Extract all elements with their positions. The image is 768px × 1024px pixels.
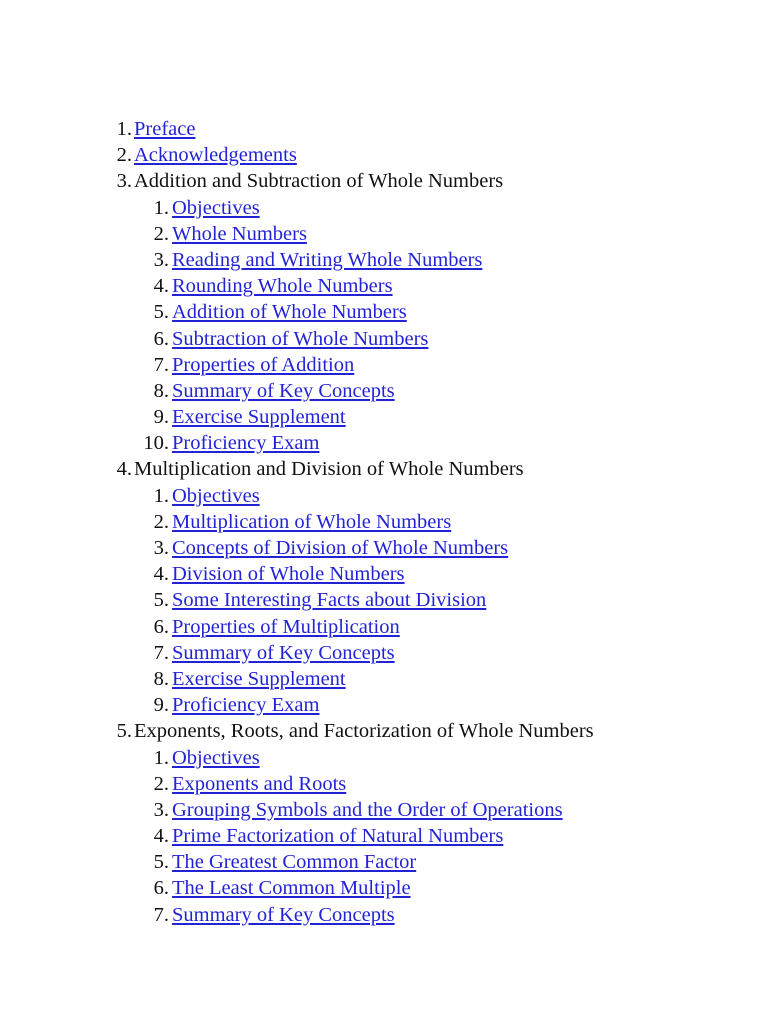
toc-link-preface[interactable]: Preface bbox=[134, 118, 196, 140]
toc-subitem bbox=[0, 535, 768, 561]
toc-subitem-number: 3. bbox=[153, 248, 169, 271]
toc-subitem-number: 4. bbox=[153, 275, 169, 298]
toc-sublink[interactable]: Multiplication of Whole Numbers bbox=[172, 510, 452, 533]
toc-subitem bbox=[0, 875, 768, 901]
toc-subitem bbox=[0, 326, 768, 352]
toc-sublink[interactable]: Rounding Whole Numbers bbox=[172, 275, 393, 298]
toc-subitem-number: 1. bbox=[153, 746, 169, 769]
toc-subitem-number: 7. bbox=[153, 641, 169, 664]
toc-subitem-number: 5. bbox=[153, 851, 169, 874]
toc-sublink[interactable]: Whole Numbers bbox=[172, 222, 307, 245]
toc-sublink[interactable]: Subtraction of Whole Numbers bbox=[172, 327, 429, 350]
toc-subitem-number: 3. bbox=[153, 798, 169, 821]
toc-item-preface bbox=[0, 116, 768, 142]
toc-subitem-number: 2. bbox=[153, 510, 169, 533]
toc-subitem-number: 5. bbox=[153, 589, 169, 612]
toc-subitem-number: 6. bbox=[153, 615, 169, 638]
toc-sublink[interactable]: Summary of Key Concepts bbox=[172, 903, 395, 926]
toc-subitem bbox=[0, 614, 768, 640]
toc-subitem-number: 4. bbox=[153, 563, 169, 586]
toc-item-number: 5. bbox=[116, 720, 132, 743]
toc-sublink[interactable]: Division of Whole Numbers bbox=[172, 563, 405, 586]
toc-sublink[interactable]: Some Interesting Facts about Division bbox=[172, 589, 487, 612]
toc-subitem-number: 2. bbox=[153, 772, 169, 795]
toc-chapter-heading bbox=[0, 718, 768, 744]
toc-sublink[interactable]: Exponents and Roots bbox=[172, 772, 347, 795]
toc-subitem bbox=[0, 640, 768, 666]
toc-subitem bbox=[0, 483, 768, 509]
toc-subitem bbox=[0, 195, 768, 221]
toc-subitem bbox=[0, 561, 768, 587]
toc-link-acknowledgements[interactable]: Acknowledgements bbox=[134, 144, 297, 167]
toc-sublink[interactable]: Objectives bbox=[172, 484, 260, 507]
toc-sublink[interactable]: Grouping Symbols and the Order of Operations bbox=[172, 798, 563, 821]
toc-sublink[interactable]: Properties of Addition bbox=[172, 353, 355, 376]
toc-sublink[interactable]: Summary of Key Concepts bbox=[172, 379, 395, 402]
toc-subitem bbox=[0, 692, 768, 718]
toc-sublink[interactable]: Prime Factorization of Natural Numbers bbox=[172, 825, 504, 848]
toc-chapter-heading bbox=[0, 456, 768, 482]
toc-sublink[interactable]: Objectives bbox=[172, 196, 260, 219]
toc-subitem bbox=[0, 587, 768, 613]
toc-subitem-number: 8. bbox=[153, 379, 169, 402]
toc-subitem bbox=[0, 771, 768, 797]
toc-subitem-number: 7. bbox=[153, 353, 169, 376]
toc-subitem bbox=[0, 666, 768, 692]
toc-subitem-number: 3. bbox=[153, 537, 169, 559]
toc-sublink[interactable]: The Least Common Multiple bbox=[172, 877, 411, 900]
toc-subitem bbox=[0, 273, 768, 299]
toc-subitem bbox=[0, 221, 768, 247]
toc-sublink[interactable]: Proficiency Exam bbox=[172, 694, 320, 717]
toc-subitem bbox=[0, 849, 768, 875]
toc-chapter-title: Exponents, Roots, and Factorization of Whole Numbers bbox=[134, 720, 594, 743]
toc-subitem bbox=[0, 404, 768, 430]
toc-sublink[interactable]: Addition of Whole Numbers bbox=[172, 301, 407, 324]
toc-item-number: 4. bbox=[116, 458, 132, 481]
toc-subitem bbox=[0, 352, 768, 378]
toc-subitem-number: 2. bbox=[153, 222, 169, 245]
toc-item-acknowledgements bbox=[0, 142, 768, 168]
toc-subitem-number: 9. bbox=[153, 694, 169, 717]
toc-subitem bbox=[0, 247, 768, 273]
toc-subitem bbox=[0, 745, 768, 771]
toc-subitem-number: 6. bbox=[153, 877, 169, 900]
toc-subitem-number: 7. bbox=[153, 903, 169, 926]
toc-subitem bbox=[0, 797, 768, 823]
toc-subitem bbox=[0, 299, 768, 325]
toc-sublink[interactable]: Concepts of Division of Whole Numbers bbox=[172, 537, 509, 559]
toc-sublink[interactable]: Proficiency Exam bbox=[172, 432, 320, 455]
toc-sublink[interactable]: Objectives bbox=[172, 746, 260, 769]
toc-chapter-heading bbox=[0, 168, 768, 194]
toc-sublink[interactable]: Summary of Key Concepts bbox=[172, 641, 395, 664]
toc-item-number: 3. bbox=[116, 170, 132, 193]
toc-subitem-number: 10. bbox=[143, 432, 169, 455]
toc-subitem-number: 9. bbox=[153, 406, 169, 429]
toc-subitem bbox=[0, 378, 768, 404]
toc-item-number: 2. bbox=[116, 144, 132, 167]
toc-subitem bbox=[0, 902, 768, 928]
toc-subitem-number: 8. bbox=[153, 667, 169, 690]
toc-subitem-number: 5. bbox=[153, 301, 169, 324]
toc-subitem bbox=[0, 509, 768, 535]
toc-chapter-title: Addition and Subtraction of Whole Numbers bbox=[134, 170, 504, 193]
toc-sublink[interactable]: Exercise Supplement bbox=[172, 667, 346, 690]
toc-subitem-number: 4. bbox=[153, 825, 169, 848]
toc-chapter-title: Multiplication and Division of Whole Numbers bbox=[134, 458, 524, 481]
toc-subitem bbox=[0, 430, 768, 456]
toc-subitem-number: 1. bbox=[153, 484, 169, 507]
toc-item-number: 1. bbox=[116, 118, 132, 140]
toc-subitem bbox=[0, 823, 768, 849]
toc-sublink[interactable]: Properties of Multiplication bbox=[172, 615, 400, 638]
toc-subitem-number: 1. bbox=[153, 196, 169, 219]
toc-sublink[interactable]: Reading and Writing Whole Numbers bbox=[172, 248, 483, 271]
toc-sublink[interactable]: The Greatest Common Factor bbox=[172, 851, 417, 874]
table-of-contents bbox=[0, 116, 768, 928]
toc-subitem-number: 6. bbox=[153, 327, 169, 350]
toc-sublink[interactable]: Exercise Supplement bbox=[172, 406, 346, 429]
